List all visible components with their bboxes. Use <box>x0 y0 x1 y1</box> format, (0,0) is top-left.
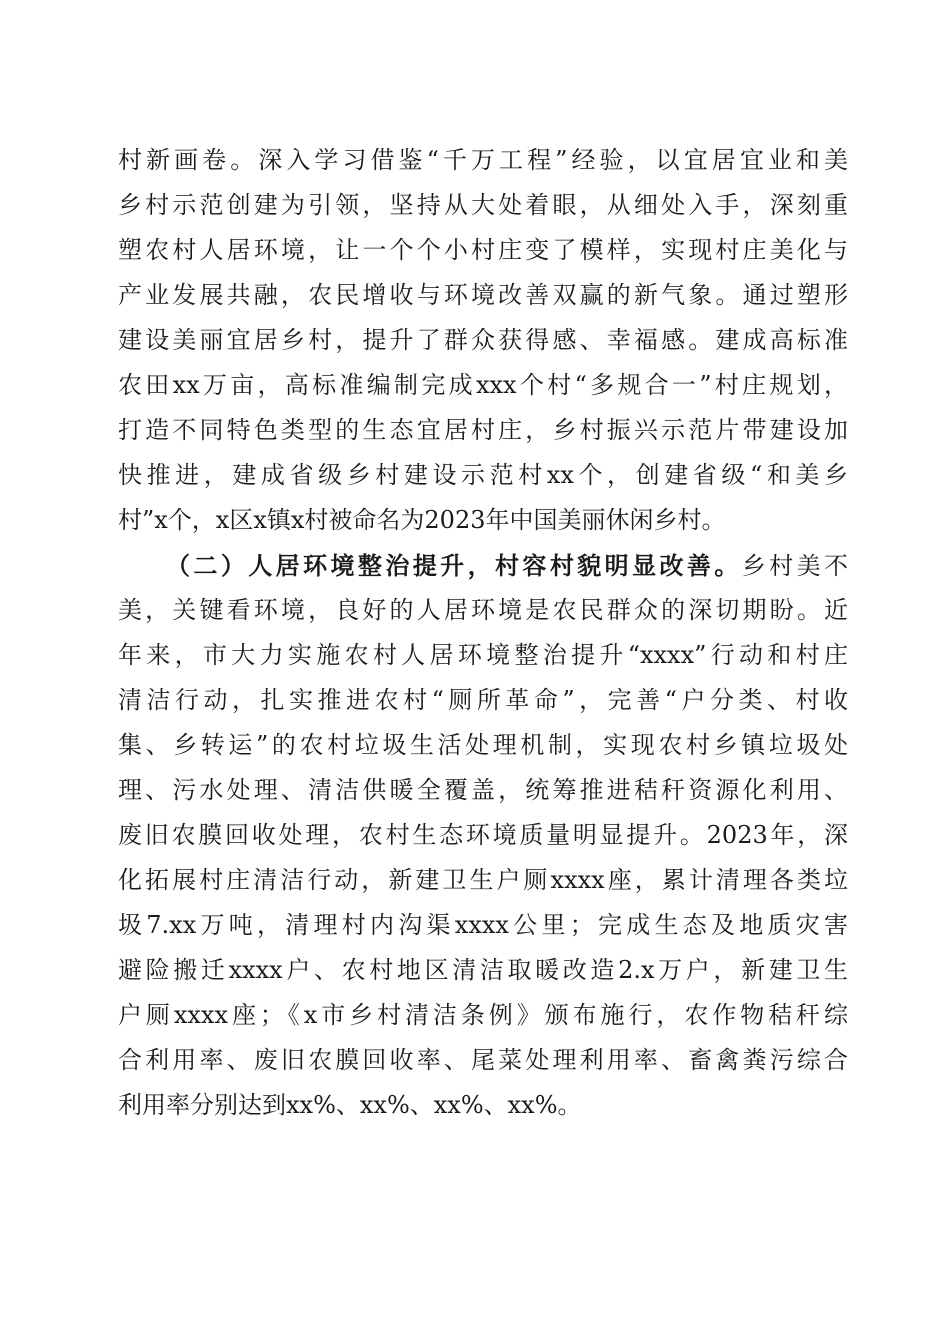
text-line: 村新画卷。深入学习借鉴“千万工程”经验，以宜居宜业和美 <box>118 146 848 174</box>
text-line: 废旧农膜回收处理，农村生态环境质量明显提升。2023年，深 <box>118 821 848 849</box>
text-line: 户厕xxxx座；《x市乡村清洁条例》颁布施行，农作物秸秆综 <box>118 1001 848 1029</box>
text-line: 化拓展村庄清洁行动，新建卫生户厕xxxx座，累计清理各类垃 <box>118 866 848 894</box>
text-line: 打造不同特色类型的生态宜居村庄，乡村振兴示范片带建设加 <box>118 416 848 444</box>
text-line: 利用率分别达到xx%、xx%、xx%、xx%。 <box>118 1091 582 1119</box>
body-text <box>118 138 848 1128</box>
text-line: 合利用率、废旧农膜回收率、尾菜处理利用率、畜禽粪污综合 <box>118 1046 848 1074</box>
heading-line-rest: 乡村美不 <box>741 552 848 580</box>
paragraph-2 <box>118 543 848 1128</box>
section-heading: （二）人居环境整治提升，村容村貌明显改善。 <box>166 551 742 580</box>
text-line: 美，关键看环境，良好的人居环境是农民群众的深切期盼。近 <box>118 596 848 624</box>
text-line: 圾7.xx万吨，清理村内沟渠xxxx公里；完成生态及地质灾害 <box>118 911 848 939</box>
text-line: 农田xx万亩，高标准编制完成xxx个村“多规合一”村庄规划， <box>118 371 848 399</box>
text-line: 村”x个，x区x镇x村被命名为2023年中国美丽休闲乡村。 <box>118 506 726 534</box>
text-line: 清洁行动，扎实推进农村“厕所革命”，完善“户分类、村收 <box>118 686 848 714</box>
text-line: 乡村示范创建为引领，坚持从大处着眼，从细处入手，深刻重 <box>118 191 848 219</box>
text-line: 快推进，建成省级乡村建设示范村xx个，创建省级“和美乡 <box>118 461 848 489</box>
text-line: 塑农村人居环境，让一个个小村庄变了模样，实现村庄美化与 <box>118 236 848 264</box>
text-line: 避险搬迁xxxx户、农村地区清洁取暖改造2.x万户，新建卫生 <box>118 956 848 984</box>
text-line: 年来，市大力实施农村人居环境整治提升“xxxx”行动和村庄 <box>118 641 848 669</box>
text-line <box>118 543 848 588</box>
text-line: 建设美丽宜居乡村，提升了群众获得感、幸福感。建成高标准 <box>118 326 848 354</box>
paragraph-1 <box>118 138 848 543</box>
text-line: 集、乡转运”的农村垃圾生活处理机制，实现农村乡镇垃圾处 <box>118 731 848 759</box>
text-line: 理、污水处理、清洁供暖全覆盖，统筹推进秸秆资源化利用、 <box>118 776 848 804</box>
text-line: 产业发展共融，农民增收与环境改善双赢的新气象。通过塑形 <box>118 281 848 309</box>
